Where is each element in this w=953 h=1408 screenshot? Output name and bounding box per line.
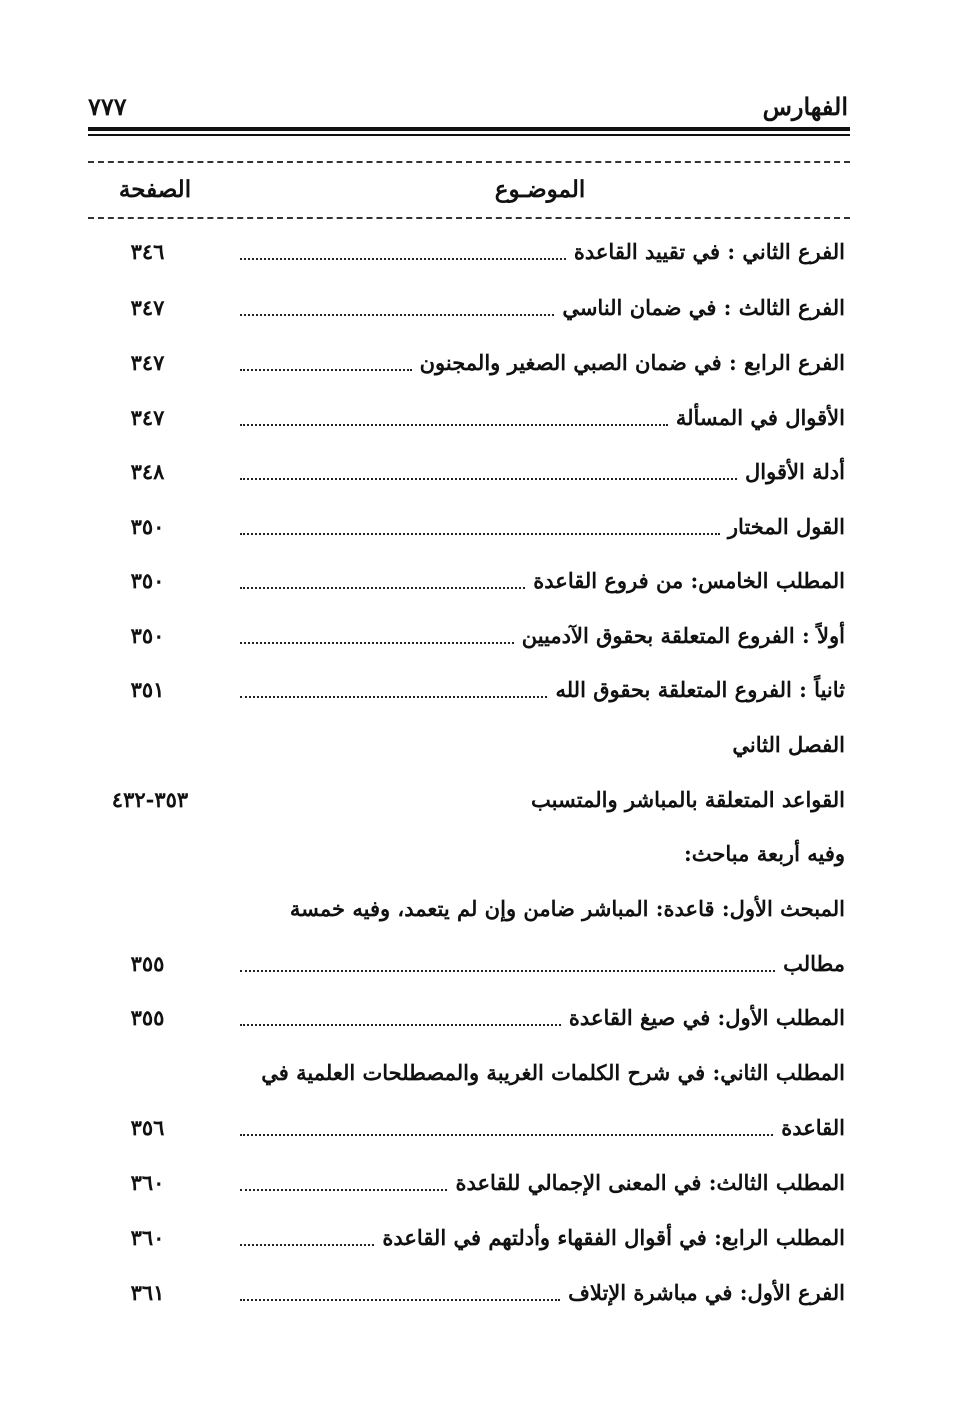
toc-entry — [100, 670, 845, 710]
column-header-topic: الموضـوع — [494, 176, 586, 203]
toc-entry-page: ٣٥٦ — [130, 1115, 165, 1140]
toc-entry-page: ٣٤٨ — [130, 459, 165, 484]
toc-entry-title: الفصل الثاني — [732, 732, 845, 757]
dot-leader — [240, 1299, 560, 1301]
toc-entry — [100, 232, 845, 272]
running-header — [88, 92, 848, 128]
dot-leader — [240, 696, 547, 698]
dot-leader — [240, 970, 775, 972]
toc-entry-page: ٣٥٥ — [130, 1005, 165, 1030]
dot-leader — [240, 369, 412, 371]
toc-entry-page: ٣٦١ — [130, 1280, 165, 1305]
toc-entry-title: المطلب الثاني: في شرح الكلمات الغريبة والمصطلحات العلمية في — [261, 1060, 845, 1085]
toc-entry — [100, 616, 845, 656]
toc-entry-title: المطلب الأول: في صيغ القاعدة — [568, 1005, 845, 1030]
dot-leader — [240, 1189, 447, 1191]
dot-leader — [240, 424, 668, 426]
toc-entry-title: المطلب الرابع: في أقوال الفقهاء وأدلتهم في القاعدة — [382, 1225, 845, 1250]
toc-entry — [100, 507, 845, 547]
dot-leader — [240, 1134, 773, 1136]
toc-entry-title: أولاً : الفروع المتعلقة بحقوق الآدميين — [521, 623, 845, 648]
dot-leader — [240, 258, 566, 260]
toc-entry-page: ٣٥٠ — [130, 568, 165, 593]
toc-entry-title: المطلب الخامس: من فروع القاعدة — [533, 568, 845, 593]
toc-entry-page: ٣٦٠ — [130, 1170, 165, 1195]
toc-entry — [100, 561, 845, 601]
toc-entry-title: القاعدة — [781, 1115, 845, 1140]
toc-entry-page: ٣٥٣-٤٣٢ — [111, 787, 189, 812]
toc-entry-title: وفيه أربعة مباحث: — [684, 841, 845, 866]
toc-entry-page: ٣٤٧ — [130, 350, 165, 375]
toc-entry — [100, 398, 845, 438]
dot-leader — [240, 478, 737, 480]
toc-entry-title: القواعد المتعلقة بالمباشر والمتسبب — [531, 787, 845, 812]
toc-entry-title: الأقوال في المسألة — [675, 405, 845, 430]
toc-entry-title: أدلة الأقوال — [745, 459, 845, 484]
toc-entry-page: ٣٥٥ — [130, 951, 165, 976]
toc-entry-title: القول المختار — [727, 514, 845, 539]
toc-entry-title: ثانياً : الفروع المتعلقة بحقوق الله — [555, 677, 845, 702]
toc-entry-page: ٣٤٧ — [130, 295, 165, 320]
toc-entry — [100, 452, 845, 492]
dot-leader — [240, 587, 525, 589]
toc-entry — [100, 780, 845, 820]
toc-entry-page: ٣٤٦ — [130, 239, 165, 264]
toc-entry-title: مطالب — [783, 951, 845, 976]
header-rule-thick — [88, 127, 850, 131]
toc-entry — [100, 1163, 845, 1203]
toc-entry — [100, 998, 845, 1038]
toc-entry-title: المبحث الأول: قاعدة: المباشر ضامن وإن لم يتعمد، وفيه خمسة — [289, 896, 845, 921]
toc-entry — [100, 1218, 845, 1258]
toc-entry — [100, 725, 845, 765]
toc-entry-page: ٣٦٠ — [130, 1225, 165, 1250]
toc-entry-title: الفرع الأول: في مباشرة الإتلاف — [568, 1280, 845, 1305]
toc-entry-page: ٣٥١ — [130, 677, 165, 702]
header-rule-thin — [88, 134, 850, 136]
dashed-divider-bottom — [88, 217, 850, 219]
toc-entry — [100, 889, 845, 929]
toc-entry-page: ٣٥٠ — [130, 623, 165, 648]
toc-entry — [100, 343, 845, 383]
header-title: الفهارس — [762, 92, 848, 121]
toc-entry — [100, 1053, 845, 1093]
dot-leader — [240, 533, 720, 535]
dashed-divider-top — [88, 161, 850, 163]
toc-entry-title: الفرع الرابع : في ضمان الصبي الصغير والمجنون — [419, 350, 845, 375]
toc-entry — [100, 834, 845, 874]
toc-entry-title: الفرع الثاني : في تقييد القاعدة — [573, 239, 845, 264]
dot-leader — [240, 1024, 561, 1026]
toc-entry — [100, 944, 845, 984]
toc-entry-title: الفرع الثالث : في ضمان الناسي — [562, 295, 845, 320]
toc-entry-title: المطلب الثالث: في المعنى الإجمالي للقاعدة — [455, 1170, 845, 1195]
dot-leader — [240, 1244, 374, 1246]
toc-entry-page: ٣٤٧ — [130, 405, 165, 430]
toc-entry — [100, 1108, 845, 1148]
dot-leader — [240, 314, 554, 316]
page-number: ٧٧٧ — [88, 92, 127, 121]
column-header-page: الصفحة — [118, 176, 192, 203]
dot-leader — [240, 642, 514, 644]
toc-entry — [100, 1273, 845, 1313]
toc-entry-page: ٣٥٠ — [130, 514, 165, 539]
toc-entry — [100, 288, 845, 328]
